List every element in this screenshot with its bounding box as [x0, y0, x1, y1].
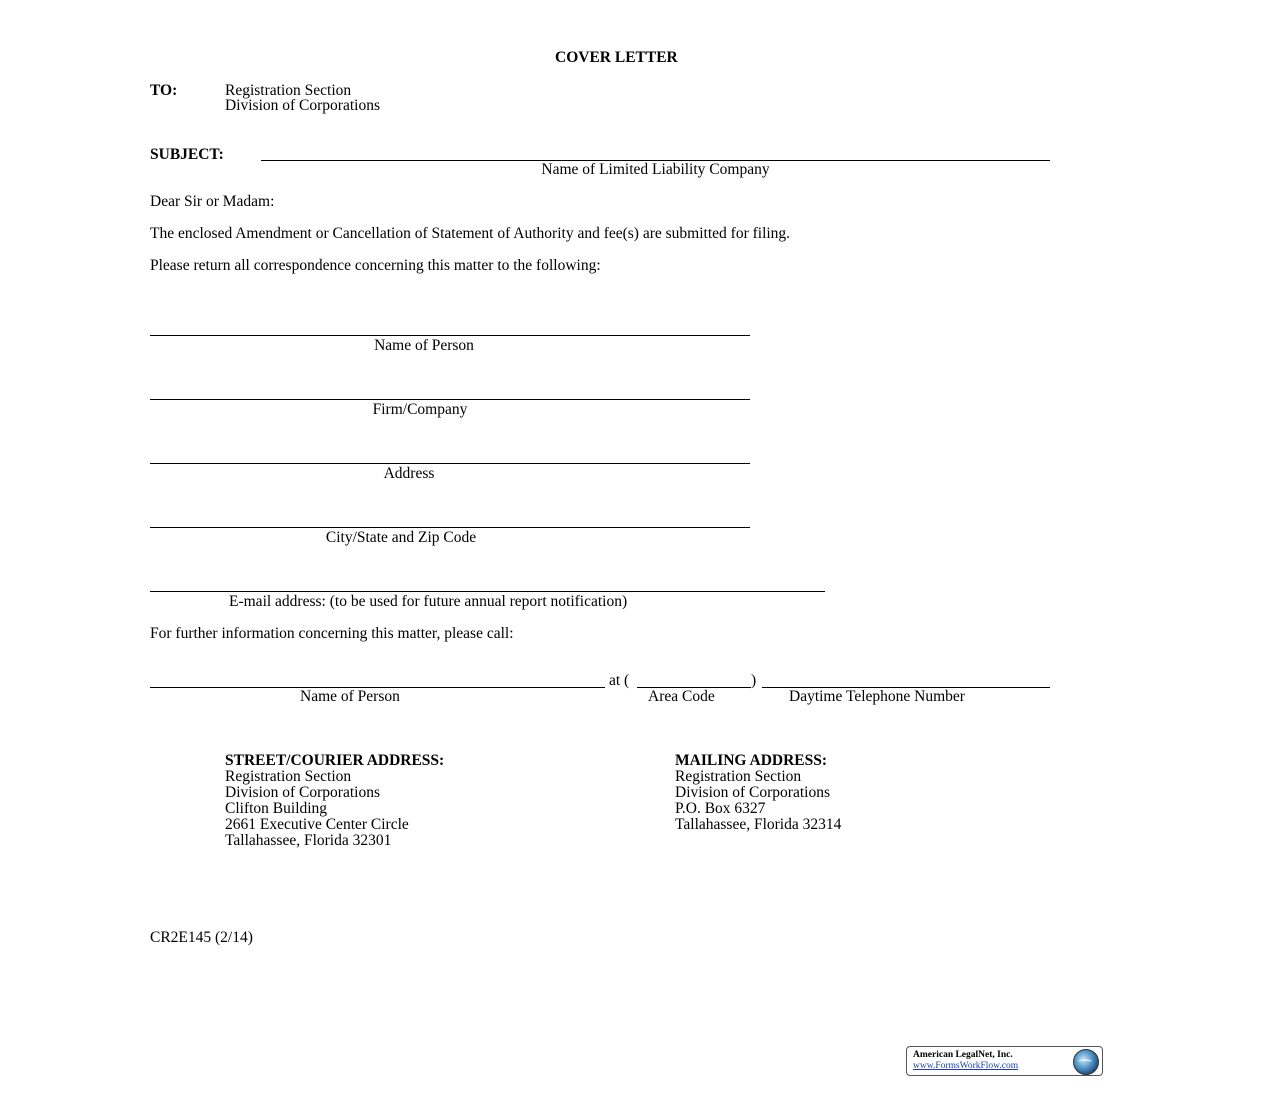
mailing-address-line: Registration Section [675, 768, 802, 785]
mailing-address-heading: MAILING ADDRESS: [675, 752, 828, 769]
email-caption: E-mail address: (to be used for future annual report notification) [229, 593, 628, 610]
telephone-caption: Daytime Telephone Number [789, 688, 965, 705]
body-paragraph-1: The enclosed Amendment or Cancellation of Statement of Authority and fee(s) are submitted for filing. [150, 225, 791, 242]
form-code: CR2E145 (2/14) [150, 929, 253, 946]
subject-caption: Name of Limited Liability Company [541, 161, 770, 178]
legalnet-badge[interactable] [906, 1046, 1103, 1076]
street-address-line: Division of Corporations [225, 784, 380, 801]
to-label: TO: [150, 82, 178, 99]
firm-company-caption: Firm/Company [372, 401, 468, 418]
subject-label: SUBJECT: [150, 146, 224, 163]
name-of-person-input-line[interactable] [150, 335, 750, 336]
at-open-paren: at ( [609, 672, 630, 689]
city-state-zip-input-line[interactable] [150, 527, 750, 528]
street-address-line: Registration Section [225, 768, 352, 785]
salutation: Dear Sir or Madam: [150, 193, 275, 210]
mailing-address-line: Tallahassee, Florida 32314 [675, 816, 842, 833]
mailing-address-line: Division of Corporations [675, 784, 830, 801]
globe-icon [1073, 1049, 1099, 1075]
close-paren: ) [751, 672, 757, 689]
body-paragraph-2: Please return all correspondence concerning this matter to the following: [150, 257, 601, 274]
city-state-zip-caption: City/State and Zip Code [325, 529, 477, 546]
street-address-heading: STREET/COURIER ADDRESS: [225, 752, 445, 769]
badge-url-link[interactable]: www.FormsWorkFlow.com [913, 1061, 1019, 1071]
to-line-1: Registration Section [225, 82, 352, 99]
street-address-line: Clifton Building [225, 800, 328, 817]
street-address-line: 2661 Executive Center Circle [225, 816, 409, 833]
email-input-line[interactable] [150, 591, 825, 592]
address-input-line[interactable] [150, 463, 750, 464]
mailing-address-line: P.O. Box 6327 [675, 800, 766, 817]
area-code-caption: Area Code [648, 688, 715, 705]
to-line-2: Division of Corporations [225, 97, 380, 114]
address-caption: Address [383, 465, 435, 482]
firm-company-input-line[interactable] [150, 399, 750, 400]
name-of-person-caption: Name of Person [374, 337, 474, 354]
contact-name-caption: Name of Person [300, 688, 400, 705]
street-address-line: Tallahassee, Florida 32301 [225, 832, 392, 849]
further-info-text: For further information concerning this matter, please call: [150, 625, 514, 642]
page-title: COVER LETTER [555, 49, 678, 66]
badge-company: American LegalNet, Inc. [913, 1050, 1013, 1060]
